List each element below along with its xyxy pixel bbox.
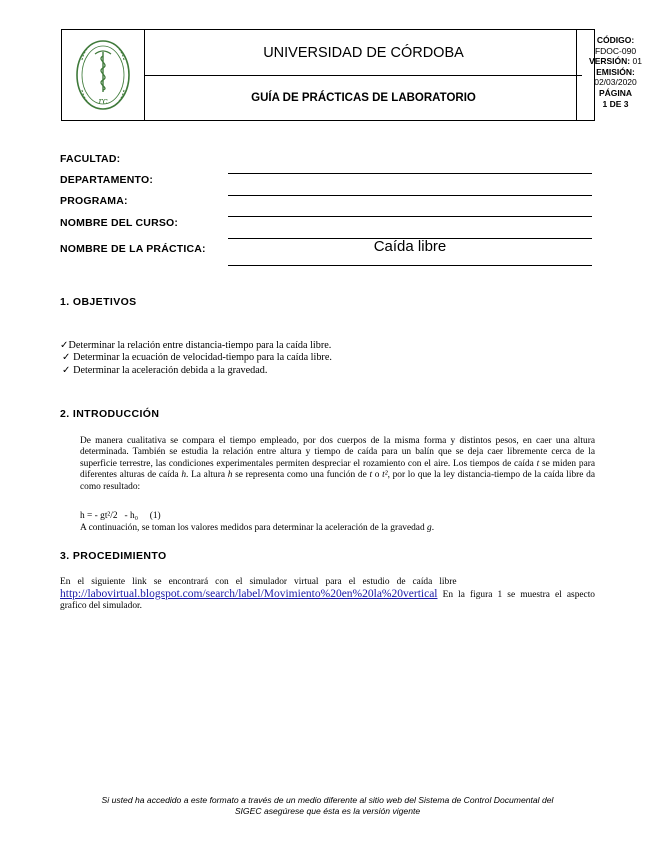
guide-title: GUÍA DE PRÁCTICAS DE LABORATORIO [251,92,476,104]
footer-line-1: Si usted ha accedido a este formato a través de un medio diferente al sitio web del Sistema de Control Documental del [101,795,554,805]
objective-item: ✓Determinar la relación entre distancia-tiempo para la caída libre. [60,340,332,351]
objectives-heading: 1. OBJETIVOS [60,296,137,308]
document-footer [60,795,595,817]
course-label: NOMBRE DEL CURSO: [60,217,179,229]
university-seal-logo [62,30,144,120]
university-name-cell [145,30,582,76]
page-value: 1 DE 3 [602,98,629,109]
version-label: VERSIÓN: [589,56,631,67]
practice-name: Caída libre [373,238,447,255]
guide-title-cell [145,76,582,120]
logo-cell [62,30,145,120]
free-fall-equation: h = - gt²/2 - h₀ (1) [80,511,161,521]
document-metadata-cell [576,30,654,120]
procedure-paragraph: En el siguiente link se encontrará con el simulador virtual para el estudio de caída libre http://labovirtual.blogspot.com/search/label/Movimiento%20en%20la%20vertical En la figura 1 se muestra el aspecto grafico del simulador. [60,577,595,612]
procedure-heading: 3. PROCEDIMIENTO [60,550,167,562]
practice-label: NOMBRE DE LA PRÁCTICA: [60,243,206,255]
faculty-label: FACULTAD: [60,153,121,165]
emission-label: EMISIÓN: [596,66,635,77]
svg-text:rc: rc [98,97,108,107]
department-label: DEPARTAMENTO: [60,174,154,186]
code-label: CÓDIGO: [596,35,635,45]
introduction-heading: 2. INTRODUCCIÓN [60,408,160,420]
department-line [228,195,592,196]
code-value: FDOC-090 [594,45,637,56]
university-name: UNIVERSIDAD DE CÓRDOBA [263,44,464,61]
objective-item: ✓ Determinar la ecuación de velocidad-tiempo para la caída libre. [62,352,332,363]
program-line [228,216,592,217]
footer-line-2: SIGEC asegúrese que ésta es la versión vigente [234,806,421,816]
faculty-line [228,173,592,174]
document-header-table [61,29,642,121]
objective-item: ✓ Determinar la aceleración debida a la gravedad. [62,365,268,376]
introduction-paragraph: De manera cualitativa se compara el tiempo empleado, por dos cuerpos de la misma forma y distintos pesos, en caer una altura determinada. También se estudia la relación entre altura y tiempo de caída para un balín que se deja caer libremente cerca de la superficie terrestre, las condiciones experimentales permiten despreciar el rozamiento con el aire. Los tiempos de caída t se miden para diferentes alturas de caída h. La altura h se representa como una función de t o t², por lo que la ley distancia-tiempo de la caída libre da como resultado: [80,436,596,492]
practice-line [228,265,592,266]
page-label: PÁGINA [598,87,633,98]
version-value: 01 [632,56,642,67]
introduction-closing: A continuación, se toman los valores medidos para determinar la aceleración de la gravedad g. [80,523,435,533]
emission-value: 02/03/2020 [594,77,637,88]
program-label: PROGRAMA: [60,195,128,207]
simulator-link[interactable]: http://labovirtual.blogspot.com/search/label/Movimiento%20en%20la%20vertical [60,587,438,600]
